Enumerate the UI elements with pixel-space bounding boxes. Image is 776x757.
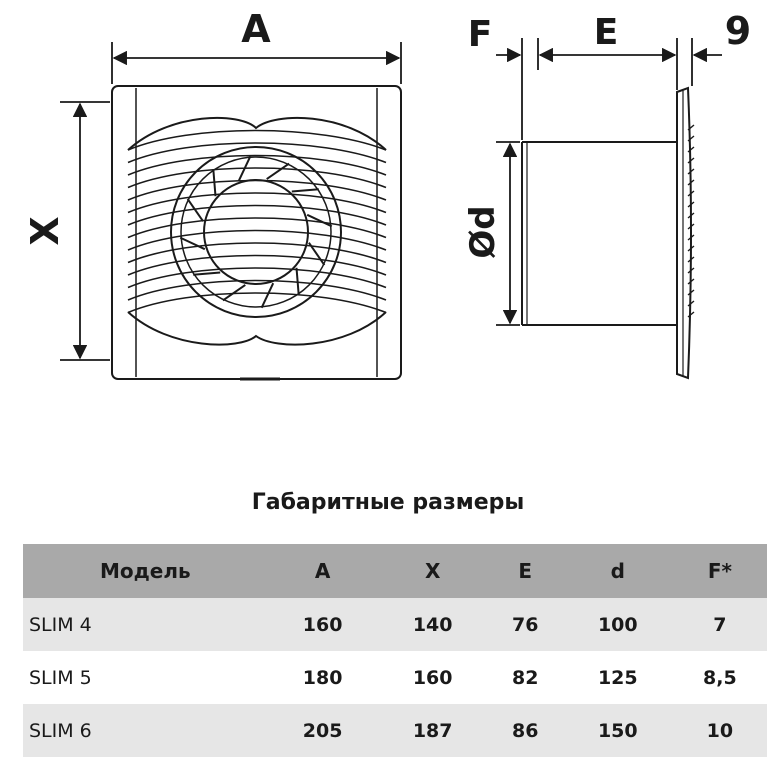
- louvre-line: [128, 168, 386, 188]
- cell-f: 7: [713, 613, 727, 636]
- dimension-d-label: Ød: [463, 205, 503, 259]
- front-louvres: [128, 118, 386, 345]
- louvre-line: [128, 293, 386, 313]
- table-title: Габаритные размеры: [251, 490, 525, 515]
- cell-model: SLIM 6: [29, 719, 92, 742]
- cell-d: 150: [597, 719, 638, 742]
- table-row: [23, 704, 767, 757]
- fan-spoke: [213, 169, 215, 196]
- louvre-top-wave: [128, 118, 386, 150]
- cell-model: SLIM 4: [29, 613, 92, 636]
- cell-a: 205: [302, 719, 343, 742]
- cell-a: 160: [302, 613, 343, 636]
- cell-d: 100: [597, 613, 638, 636]
- fan-spoke: [297, 268, 299, 295]
- table-header-row: [23, 544, 767, 598]
- fan-outer-ring: [171, 147, 341, 317]
- cell-f: 10: [706, 719, 734, 742]
- dimensions-table: [23, 544, 767, 757]
- louvre-line: [128, 206, 386, 226]
- header-e: E: [518, 559, 533, 583]
- side-panel-profile: [677, 88, 691, 378]
- cell-model: SLIM 5: [29, 666, 92, 689]
- fan-spoke: [292, 189, 319, 191]
- cell-x: 187: [412, 719, 453, 742]
- dimension-f-label: F: [467, 14, 493, 55]
- header-d: d: [610, 559, 625, 583]
- header-a: A: [314, 559, 331, 583]
- side-view: [522, 88, 694, 378]
- louvre-line: [128, 156, 386, 176]
- dimension-a-label: A: [241, 7, 271, 51]
- louvre-line: [128, 193, 386, 213]
- cell-a: 180: [302, 666, 343, 689]
- header-f: F*: [707, 559, 732, 583]
- louvre-line: [128, 243, 386, 263]
- louvre-line: [128, 256, 386, 276]
- fan-spoke: [267, 164, 289, 180]
- dimension-9-label: 9: [724, 9, 752, 53]
- cell-x: 160: [412, 666, 453, 689]
- dimension-x: [60, 102, 110, 360]
- louvre-line: [128, 231, 386, 251]
- louvre-line: [128, 218, 386, 238]
- front-view: [112, 86, 401, 379]
- fan-spoke: [262, 283, 274, 308]
- dimension-x-label: X: [23, 216, 67, 246]
- cell-f: 8,5: [703, 666, 737, 689]
- header-model: Модель: [99, 559, 191, 583]
- cell-x: 140: [412, 613, 453, 636]
- louvre-line: [128, 181, 386, 201]
- louvre-line: [128, 143, 386, 163]
- fan-spoke: [193, 273, 220, 275]
- cell-e: 82: [511, 666, 539, 689]
- table-row: [23, 651, 767, 704]
- table-row: [23, 598, 767, 651]
- cell-e: 86: [511, 719, 539, 742]
- cell-d: 125: [597, 666, 638, 689]
- header-x: X: [424, 559, 441, 583]
- cell-e: 76: [511, 613, 539, 636]
- dimension-e-label: E: [593, 12, 619, 53]
